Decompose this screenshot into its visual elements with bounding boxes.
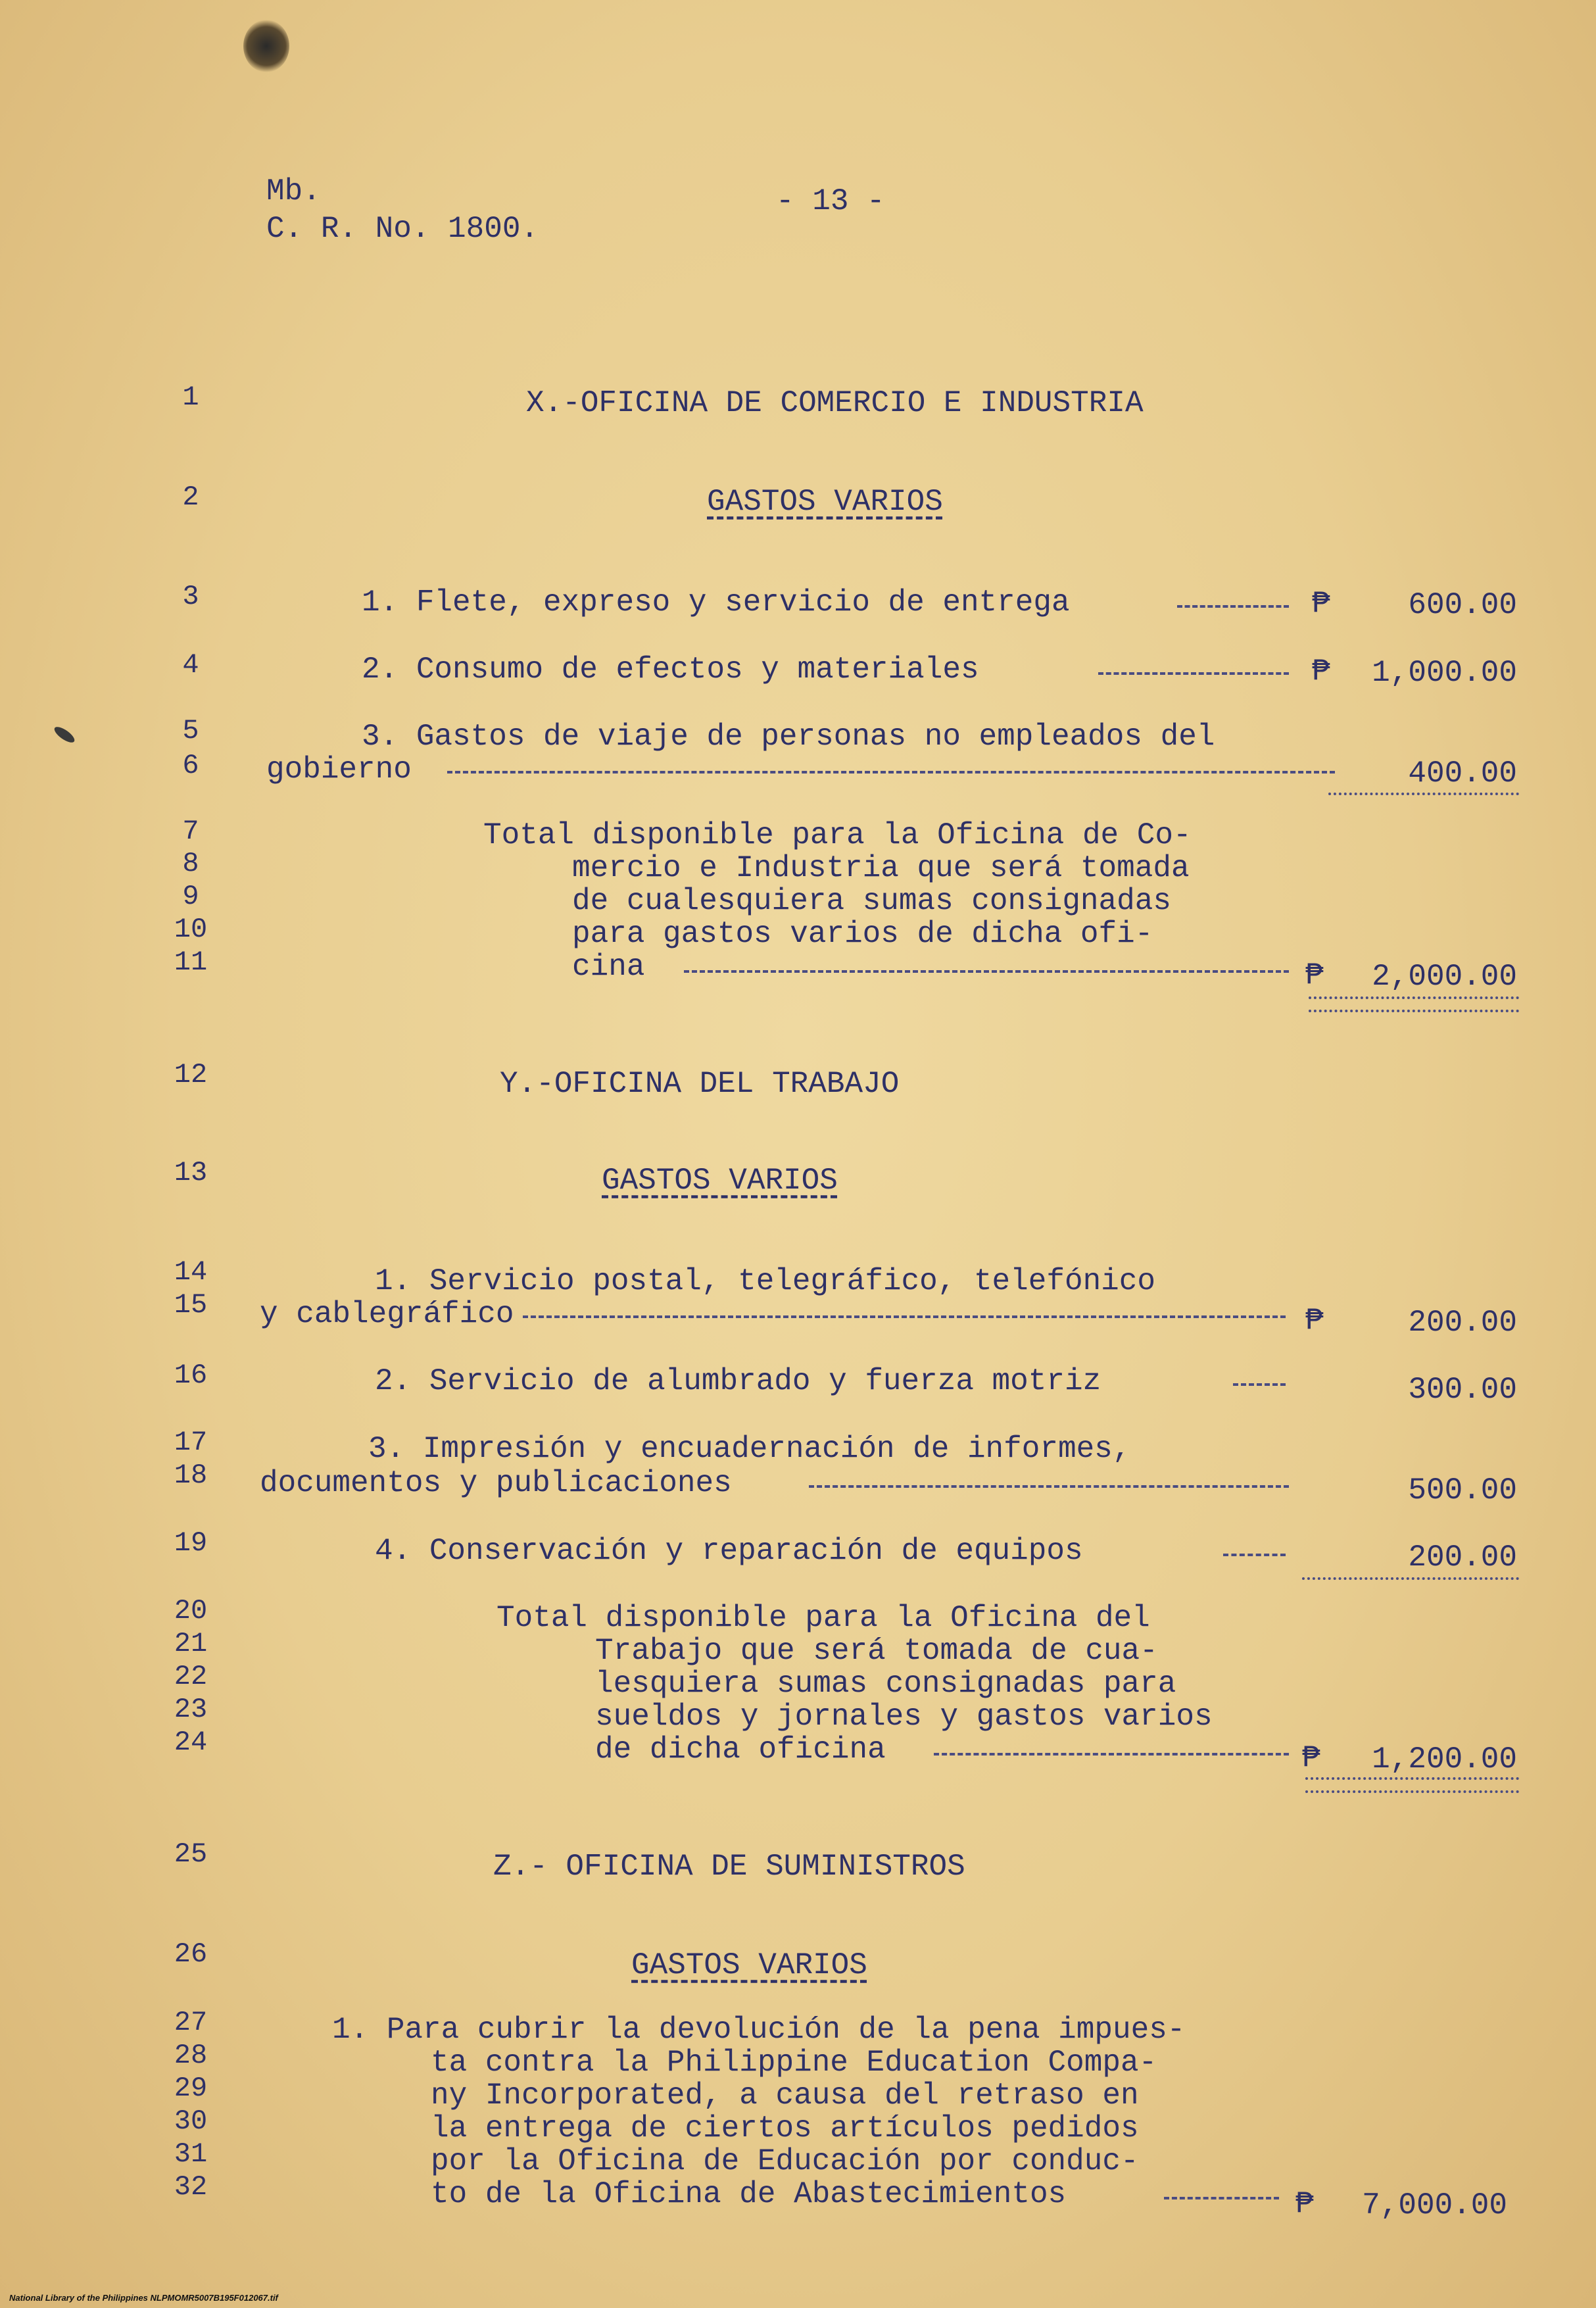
- section-z-subtitle: GASTOS VARIOS: [631, 1948, 867, 1982]
- section-x-total-line-1: Total disponible para la Oficina de Co-: [483, 818, 1192, 852]
- line-number: 25: [174, 1838, 208, 1870]
- currency-sign: ₱: [1305, 958, 1324, 993]
- section-y-item-1-amount: 200.00: [1408, 1306, 1517, 1340]
- line-number: 16: [174, 1360, 208, 1391]
- total-rule: [1305, 1777, 1519, 1780]
- section-y-item-4: 4. Conservación y reparación de equipos: [375, 1534, 1083, 1568]
- section-y-total-line-3: lesquiera sumas consignadas para: [595, 1667, 1176, 1701]
- currency-sign: ₱: [1305, 1304, 1324, 1338]
- line-number: 13: [174, 1157, 208, 1189]
- leader-dashes: [1233, 1383, 1286, 1386]
- section-y-item-4-amount: 200.00: [1408, 1540, 1517, 1575]
- leader-dashes: [1177, 605, 1289, 608]
- sum-rule: [1328, 793, 1519, 795]
- page-number: - 13 -: [776, 184, 885, 218]
- header-initials: Mb.: [266, 174, 321, 209]
- section-x-total-amount: 2,000.00: [1372, 960, 1517, 994]
- line-number: 27: [174, 2007, 208, 2038]
- leader-dashes: [523, 1315, 1286, 1318]
- line-number: 29: [174, 2073, 208, 2104]
- line-number: 8: [182, 848, 199, 879]
- section-x-item-2-amount: 1,000.00: [1372, 656, 1517, 690]
- sum-rule: [1302, 1577, 1519, 1580]
- ink-mark: [52, 724, 77, 745]
- line-number: 14: [174, 1256, 208, 1288]
- line-number: 10: [174, 914, 208, 945]
- total-rule: [1309, 1010, 1519, 1012]
- section-z-line-5: por la Oficina de Educación por conduc-: [431, 2144, 1139, 2178]
- leader-dashes: [1164, 2197, 1279, 2199]
- line-number: 12: [174, 1059, 208, 1091]
- leader-dashes: [934, 1753, 1289, 1756]
- section-z-title: Z.- OFICINA DE SUMINISTROS: [493, 1850, 965, 1884]
- section-y-total-line-2: Trabajo que será tomada de cua-: [595, 1634, 1158, 1668]
- line-number: 11: [174, 946, 208, 978]
- line-number: 20: [174, 1595, 208, 1627]
- line-number: 4: [182, 649, 199, 681]
- section-y-item-2-amount: 300.00: [1408, 1373, 1517, 1407]
- ink-stain: [243, 20, 289, 72]
- line-number: 28: [174, 2040, 208, 2071]
- section-x-item-3-cont: gobierno: [266, 752, 412, 787]
- archive-footer: National Library of the Philippines NLPMOMR5007B195F012067.tif: [9, 2293, 278, 2303]
- section-y-item-3-amount: 500.00: [1408, 1473, 1517, 1508]
- section-x-total-line-2: mercio e Industria que será tomada: [572, 851, 1190, 885]
- line-number: 7: [182, 816, 199, 847]
- section-x-total-line-4: para gastos varios de dicha ofi-: [572, 917, 1153, 951]
- leader-dashes: [1223, 1554, 1286, 1556]
- line-number: 17: [174, 1427, 208, 1458]
- section-y-total-amount: 1,200.00: [1372, 1742, 1517, 1777]
- leader-dashes: [684, 970, 1289, 973]
- section-y-item-2: 2. Servicio de alumbrado y fuerza motriz: [375, 1364, 1101, 1398]
- section-x-item-3: 3. Gastos de viaje de personas no empleados del: [362, 720, 1215, 754]
- section-y-subtitle: GASTOS VARIOS: [602, 1164, 838, 1198]
- section-y-total-line-4: sueldos y jornales y gastos varios: [595, 1700, 1213, 1734]
- line-number: 24: [174, 1727, 208, 1758]
- line-number: 15: [174, 1289, 208, 1321]
- section-x-item-1-amount: 600.00: [1408, 588, 1517, 622]
- currency-sign: ₱: [1302, 1741, 1320, 1775]
- section-z-line-2: ta contra la Philippine Education Compa-: [431, 2046, 1157, 2080]
- section-y-item-3: 3. Impresión y encuadernación de informes,: [368, 1432, 1131, 1466]
- section-y-total-line-5: de dicha oficina: [595, 1732, 886, 1767]
- line-number: 30: [174, 2105, 208, 2137]
- section-x-item-1: 1. Flete, expreso y servicio de entrega: [362, 585, 1070, 620]
- line-number: 18: [174, 1460, 208, 1491]
- leader-dashes: [1098, 672, 1289, 675]
- section-z-line-1: 1. Para cubrir la devolución de la pena impues-: [332, 2013, 1186, 2047]
- section-x-subtitle: GASTOS VARIOS: [707, 485, 943, 519]
- line-number: 5: [182, 715, 199, 747]
- line-number: 23: [174, 1694, 208, 1725]
- section-y-item-1: 1. Servicio postal, telegráfico, telefónico: [375, 1264, 1155, 1298]
- line-number: 19: [174, 1527, 208, 1559]
- currency-sign: ₱: [1312, 587, 1330, 621]
- line-number: 32: [174, 2171, 208, 2203]
- section-z-line-6: to de la Oficina de Abastecimientos: [431, 2177, 1067, 2211]
- line-number: 1: [182, 381, 199, 413]
- line-number: 3: [182, 581, 199, 612]
- total-rule: [1309, 996, 1519, 999]
- section-x-total-line-5: cina: [572, 950, 645, 984]
- line-number: 22: [174, 1661, 208, 1692]
- section-z-line-4: la entrega de ciertos artículos pedidos: [431, 2111, 1139, 2146]
- section-z-line-3: ny Incorporated, a causa del retraso en: [431, 2078, 1139, 2113]
- section-y-total-line-1: Total disponible para la Oficina del: [496, 1601, 1150, 1635]
- line-number: 21: [174, 1628, 208, 1659]
- line-number: 6: [182, 750, 199, 781]
- line-number: 2: [182, 481, 199, 513]
- line-number: 26: [174, 1938, 208, 1970]
- currency-sign: ₱: [1295, 2187, 1314, 2221]
- section-z-amount: 7,000.00: [1362, 2188, 1507, 2222]
- section-x-title: X.-OFICINA DE COMERCIO E INDUSTRIA: [526, 386, 1144, 420]
- line-number: 31: [174, 2138, 208, 2170]
- line-number: 9: [182, 881, 199, 912]
- currency-sign: ₱: [1312, 654, 1330, 689]
- section-y-item-1-cont: y cablegráfico: [260, 1297, 514, 1331]
- section-x-total-line-3: de cualesquiera sumas consignadas: [572, 884, 1171, 918]
- leader-dashes: [447, 771, 1335, 773]
- section-y-title: Y.-OFICINA DEL TRABAJO: [500, 1067, 900, 1101]
- total-rule: [1305, 1790, 1519, 1793]
- section-x-item-2: 2. Consumo de efectos y materiales: [362, 652, 979, 687]
- section-y-item-3-cont: documentos y publicaciones: [260, 1466, 732, 1500]
- section-x-item-3-amount: 400.00: [1408, 756, 1517, 791]
- leader-dashes: [809, 1485, 1289, 1488]
- header-reference: C. R. No. 1800.: [266, 212, 539, 246]
